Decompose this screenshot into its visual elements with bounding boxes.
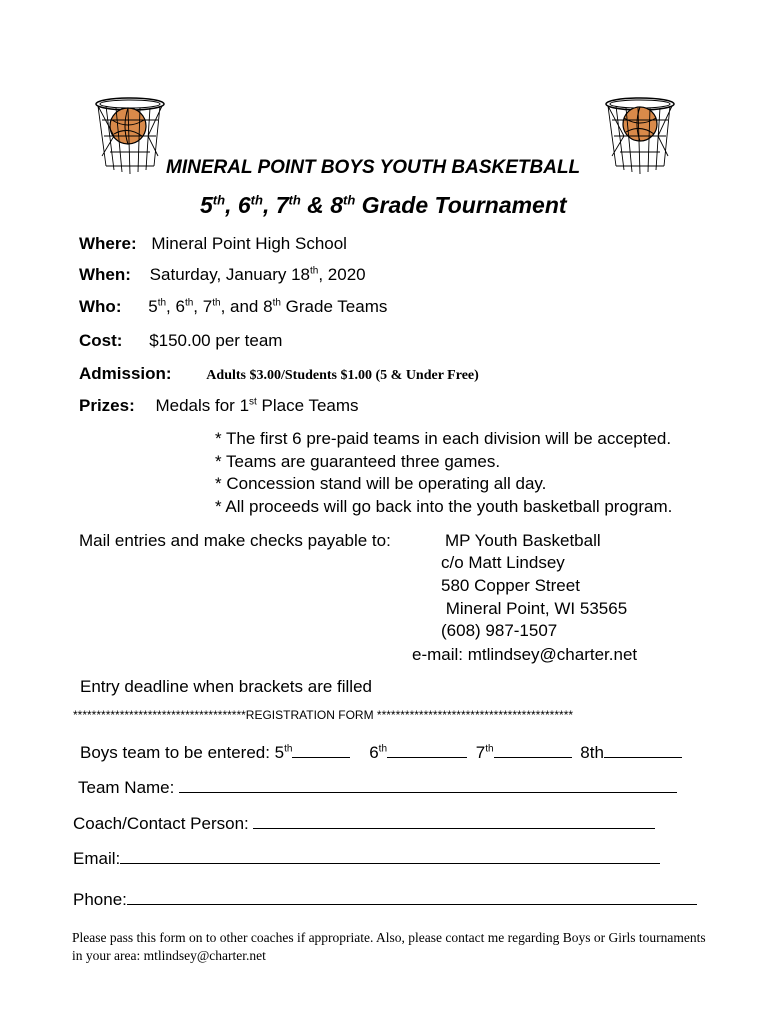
address-line: 580 Copper Street bbox=[441, 576, 580, 595]
basketball-hoop-icon bbox=[602, 96, 678, 176]
grade-8-field[interactable] bbox=[604, 742, 682, 758]
address-line: (608) 987-1507 bbox=[441, 621, 558, 640]
page-title: MINERAL POINT BOYS YOUTH BASKETBALL bbox=[166, 157, 581, 178]
prizes-label: Prizes: bbox=[79, 396, 135, 415]
where-label: Where: bbox=[79, 234, 137, 253]
grade-5-field[interactable] bbox=[292, 742, 350, 758]
grade-8-label: 8th bbox=[580, 743, 604, 762]
address-line: MP Youth Basketball bbox=[445, 531, 601, 550]
when-label: When: bbox=[79, 265, 131, 284]
note-item: * All proceeds will go back into the youth basketball program. bbox=[215, 497, 673, 516]
when-row bbox=[79, 265, 366, 285]
when-value: Saturday, January 18th, 2020 bbox=[149, 265, 366, 284]
boys-team-label: Boys team to be entered: 5th bbox=[80, 743, 293, 762]
team-name-field[interactable] bbox=[179, 777, 677, 793]
address-line: Mineral Point, WI 53565 bbox=[441, 599, 628, 618]
grade-6-label: 6th bbox=[369, 743, 388, 762]
team-name-row bbox=[78, 777, 677, 798]
cost-value: $150.00 per team bbox=[149, 331, 283, 350]
who-label: Who: bbox=[79, 297, 122, 316]
note-item: * Concession stand will be operating all day. bbox=[215, 474, 547, 493]
admission-label: Admission: bbox=[79, 364, 172, 383]
cost-row bbox=[79, 331, 282, 351]
grade-6-field[interactable] bbox=[387, 742, 467, 758]
phone-row bbox=[73, 889, 697, 910]
admission-row bbox=[79, 364, 479, 384]
prizes-value: Medals for 1st Place Teams bbox=[155, 396, 359, 415]
boys-team-row bbox=[80, 742, 682, 763]
email-row bbox=[73, 848, 660, 869]
footer-note: Please pass this form on to other coaches if appropriate. Also, please contact me regarding Boys or Girls tournaments in your area: mtlindsey@charter.net bbox=[72, 930, 706, 963]
email-field[interactable] bbox=[120, 848, 660, 864]
coach-field[interactable] bbox=[253, 813, 655, 829]
phone-label: Phone: bbox=[73, 890, 127, 909]
page-subtitle: 5th, 6th, 7th & 8th Grade Tournament bbox=[200, 192, 567, 218]
where-row bbox=[79, 234, 347, 254]
phone-field[interactable] bbox=[127, 889, 697, 905]
mail-label: Mail entries and make checks payable to: bbox=[79, 531, 391, 550]
registration-banner: *************************************REGISTRATION FORM ****************************************** bbox=[73, 708, 574, 722]
coach-row bbox=[73, 813, 655, 834]
address-line: c/o Matt Lindsey bbox=[441, 553, 565, 572]
basketball-hoop-icon bbox=[92, 96, 168, 176]
prizes-row bbox=[79, 396, 359, 416]
where-value: Mineral Point High School bbox=[151, 234, 347, 253]
cost-label: Cost: bbox=[79, 331, 123, 350]
address-email: e-mail: mtlindsey@charter.net bbox=[412, 645, 638, 664]
who-row bbox=[79, 297, 387, 317]
coach-label: Coach/Contact Person: bbox=[73, 814, 254, 833]
team-name-label: Team Name: bbox=[78, 778, 180, 797]
grade-7-field[interactable] bbox=[494, 742, 572, 758]
grade-7-label: 7th bbox=[475, 743, 494, 762]
deadline-text: Entry deadline when brackets are filled bbox=[80, 677, 372, 696]
note-item: * Teams are guaranteed three games. bbox=[215, 452, 501, 471]
email-label: Email: bbox=[73, 849, 121, 868]
who-value: 5th, 6th, 7th, and 8th Grade Teams bbox=[148, 297, 388, 316]
note-item: * The first 6 pre-paid teams in each division will be accepted. bbox=[215, 429, 672, 448]
admission-value: Adults $3.00/Students $1.00 (5 & Under Free) bbox=[206, 368, 479, 383]
